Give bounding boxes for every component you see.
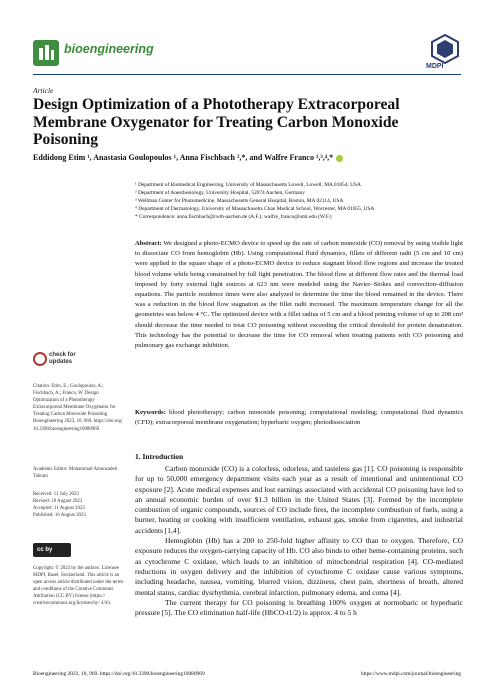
cc-license-badge[interactable] (33, 543, 71, 557)
footer-journal-url[interactable]: https://www.mdpi.com/journal/bioengineering (361, 671, 461, 677)
orcid-icon[interactable] (336, 155, 343, 162)
academic-editor: Academic Editor: Mohammad Amoozadeh Tahrani (33, 467, 118, 480)
mdpi-logo-icon[interactable] (430, 34, 460, 64)
footer-citation[interactable]: Bioengineering 2023, 10, 969. https://doi.org/10.3390/bioengineering10080969 (33, 671, 205, 677)
check-updates-label[interactable]: check for updates (49, 352, 76, 365)
section-heading-introduction: 1. Introduction (135, 452, 184, 461)
affiliation-2: ² Department of Anesthesiology, University Hospital, 52074 Aachen, Germany (135, 190, 305, 197)
cc-by-icon: cc by (37, 546, 53, 553)
author-names: Eddidong Etim ¹, Anastasia Goulopoulos ¹, Anna Fischbach ²,*, and Walfre Franco ¹,³,⁴,* (33, 153, 334, 162)
date-received: Received: 11 July 2023 (33, 492, 79, 497)
paragraph: Hemoglobin (Hb) has a 200 to 250-fold higher affinity to CO than to oxygen. Therefore, CO exposure reduces the oxygen-carrying capacity of Hb. CO also binds to other heme-containing proteins, such as cytochrome C oxidase, which leads to an inhibition of mitochondrial respiration [4]. CO-mediated reductions in oxygen delivery and the inhibition of cytochrome C oxidase cause various symptoms, including headache, nausea, vomiting, blurred vision, dizziness, chest pain, shortness of breath, altered mental status, cardiac dysrhythmia, cerebral infarction, pulmonary edema, and coma [4]. (135, 536, 463, 597)
copyright-notice: Copyright: © 2023 by the authors. Licensee MDPI, Basel, Switzerland. This article is an open access article distributed under the terms and conditions of the Creative Commons Attribution (CC BY) license (https:// creativecommons.org/licenses/by/ 4.0/). (33, 566, 124, 607)
date-published: Published: 16 August 2023 (33, 513, 86, 519)
keywords-text: blood phototherapy; carbon monoxide poisoning; computational modeling; computational fluid dynamics (CFD); extracorporeal membrane oxygenation; hyperbaric oxygen; photodissociation (135, 409, 463, 427)
date-accepted: Accepted: 11 August 2023 (33, 506, 85, 512)
paragraph: The current therapy for CO poisoning is breathing 100% oxygen at normobaric or hyperbaric pressure [5]. The CO elimination half-life (HbCO-t1/2) is approx. 4 to 5 h (135, 597, 463, 618)
affiliation-3: ³ Wellman Center for Photomedicine, Massachusetts General Hospital, Boston, MA 02114, USA (135, 198, 344, 205)
author-list (33, 153, 463, 163)
affiliation-1: ¹ Department of Biomedical Engineering, University of Massachusetts Lowell, Lowell, MA 01854, USA (135, 182, 361, 188)
date-revised: Revised: 10 August 2023 (33, 499, 83, 505)
journal-logo-icon (33, 40, 59, 66)
journal-logo (33, 40, 59, 66)
abstract-text: We designed a photo-ECMO device to speed up the rate of carbon monoxide (CO) removal by using visible light to dissociate CO from hemoglobin (Hb). Using computational fluid dynamics, fillets of different radii (5 cm and 10 cm) were applied to the square shape of a photo-ECMO device to reduce stagnant blood flow regions and increase the treated blood volume while being constrained by full light penetration. The blood flow at different flow rates and the thermal load imposed by forty external light sources at 623 nm were modeled using the Navier–Stokes and convection–diffusion equations. The particle residence times were also analyzed to determine the time the blood remained in the device. There was a reduction in the blood flow stagnation as the fillet radii increased. The maximum temperature change for all the geometries was below 4 °C. The optimized device with a fillet radius of 5 cm and a blood priming volume of up to 208 cm³ should decrease the time needed to treat CO poisoning without exceeding the critical threshold for protein denaturation. This technology has the potential to decrease the time for CO removal when treating patients with CO poisoning and pulmonary gas exchange inhibition. (135, 240, 463, 350)
check-updates-icon[interactable] (33, 352, 47, 366)
citation: Citation: Etim, E.; Goulopoulos, A.; Fischbach, A.; Franco, W. Design Optimization of a Phototherapy Extracorporeal Membrane Oxygenator for Treating Carbon Monoxide Poisoning. Bioengineering 2023, 10, 969. https://doi.org/ 10.3390/bioengineering10080969 (33, 384, 123, 432)
affiliation-4: ⁴ Department of Dermatology, University of Massachusetts Chan Medical School, Worcester, MA 01655, USA (135, 206, 375, 213)
keywords-label: Keywords: (135, 409, 166, 416)
keywords (135, 408, 463, 428)
paper-title: Design Optimization of a Phototherapy Extracorporeal Membrane Oxygenator for Treating Carbon Monoxide Poisoning (33, 96, 400, 148)
paragraph: Carbon monoxide (CO) is a colorless, odorless, and tasteless gas [1]. CO poisoning is responsible for up to 50,000 emergency department visits each year as a result of intentional and unintentional CO exposure [2]. Acute medical expenses and lost earnings associated with accidental CO poisoning have led to an annual economic burden of over $1.3 billion in the United States [3]. Formed by the incomplete combustion of organic compounds, sources of CO include fires, the incomplete combustion of fuels, using a burner, heating or cooking with insufficient ventilation, exhaust gas, smoke from cigarettes, and industrial accidents [1,4]. (135, 464, 463, 535)
affiliations (135, 181, 475, 221)
article-type: Article (33, 86, 54, 95)
header-divider (33, 74, 461, 75)
introduction-body (135, 464, 463, 618)
correspondence[interactable]: * Correspondence: anna.fischbach@rwth-aachen.de (A.F.); walfre_franco@uml.edu (W.F.) (135, 214, 332, 221)
publication-dates (33, 491, 125, 519)
journal-name[interactable]: bioengineering (64, 42, 154, 56)
abstract-label: Abstract: (135, 240, 162, 247)
abstract (135, 239, 463, 351)
publisher-name: MDPI (426, 63, 444, 70)
